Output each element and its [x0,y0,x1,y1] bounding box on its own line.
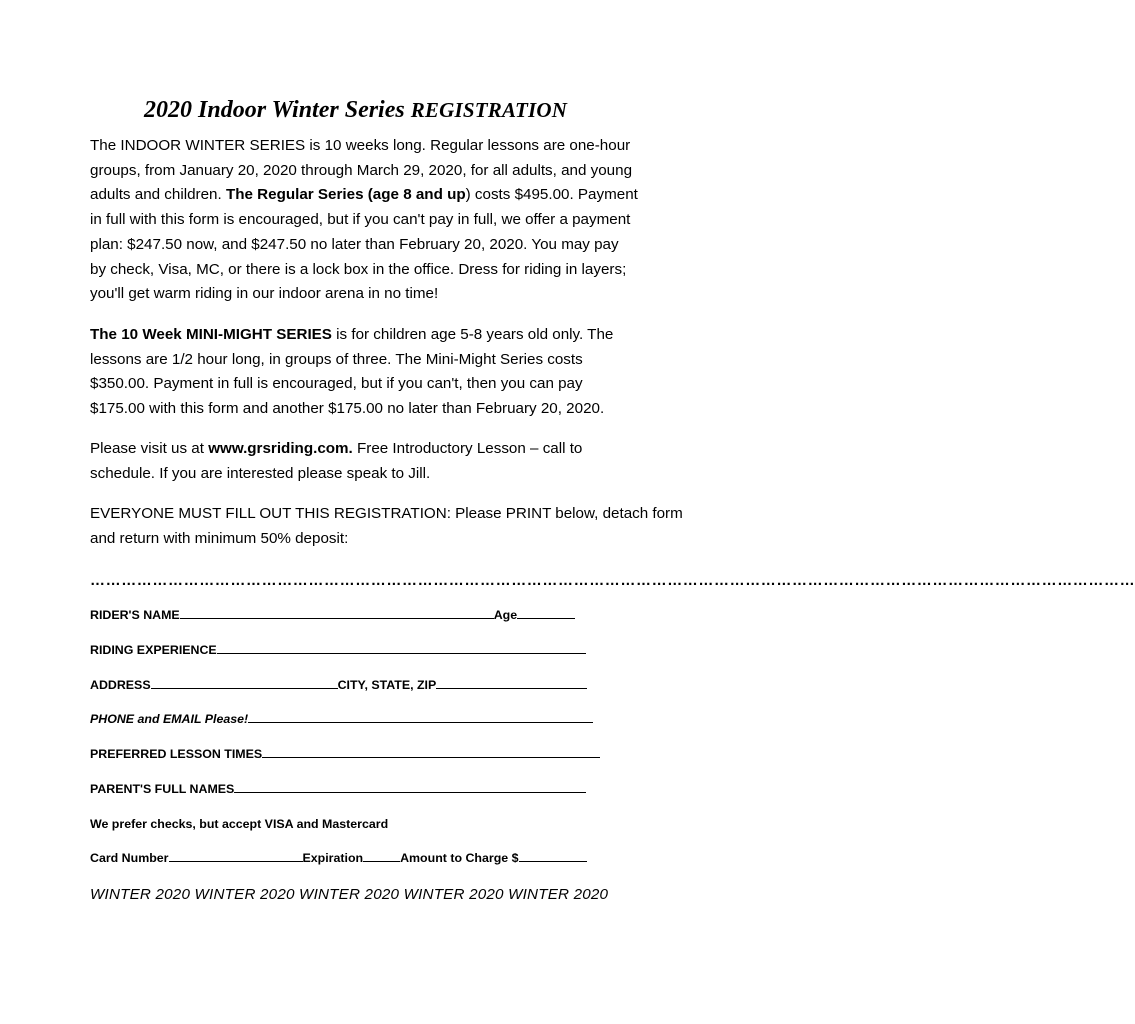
lesson-times-field[interactable] [262,745,600,758]
city-state-zip-label: CITY, STATE, ZIP [337,678,437,692]
intro-text: adults and children. [90,186,226,204]
address-field[interactable] [151,676,338,689]
everyone-line: and return with minimum 50% deposit: [90,529,349,547]
phone-email-row [90,710,593,728]
expiration-field[interactable] [363,849,400,862]
amount-label: Amount to Charge $ [400,851,519,865]
parents-names-label: PARENT'S FULL NAMES [90,782,235,796]
visit-line [90,437,690,462]
riding-experience-row [90,641,586,659]
lesson-times-row [90,745,600,763]
intro-line: you'll get warm riding in our indoor arena in no time! [90,285,439,303]
parents-names-field[interactable] [234,780,586,793]
page-title [144,95,567,125]
age-field[interactable] [517,606,575,619]
rider-name-field[interactable] [180,606,494,619]
intro-line [90,183,690,208]
intro-line: in full with this form is encouraged, but if you can't pay in full, we offer a payment [90,211,631,229]
intro-line: groups, from January 20, 2020 through March 29, 2020, for all adults, and young [90,161,633,179]
mini-line: lessons are 1/2 hour long, in groups of three. The Mini-Might Series costs [90,350,583,368]
intro-paragraph [90,134,690,307]
riding-experience-label: RIDING EXPERIENCE [90,643,217,657]
everyone-line: EVERYONE MUST FILL OUT THIS REGISTRATION: Please PRINT below, detach form [90,505,683,522]
address-row [90,676,587,694]
intro-text: ) costs $495.00. Payment [465,186,638,204]
mini-text: is for children age 5-8 years old only. The [331,326,614,343]
mini-line [90,323,690,348]
riding-experience-field[interactable] [217,641,586,654]
card-number-field[interactable] [169,849,303,862]
address-label: ADDRESS [90,678,151,692]
regular-series-bold: The Regular Series (age 8 and up [225,186,466,204]
mini-might-paragraph [90,323,690,422]
title-caps: REGISTRATION [410,98,568,122]
detach-separator: ………………………………………………………………………………………………………………………………………………………………………………… [90,572,1135,589]
visit-paragraph [90,437,690,486]
everyone-paragraph [90,502,690,551]
lesson-times-label: PREFERRED LESSON TIMES [90,747,263,761]
card-number-label: Card Number [90,851,169,865]
amount-field[interactable] [519,849,587,862]
visit-line: schedule. If you are interested please speak to Jill. [90,464,431,482]
title-main: 2020 Indoor Winter Series [144,97,411,123]
mini-line: $175.00 with this form and another $175.00 no later than February 20, 2020. [90,400,605,418]
expiration-label: Expiration [302,851,364,865]
website-link[interactable]: www.grsriding.com. [208,440,353,457]
phone-email-field[interactable] [248,710,593,723]
mini-line: $350.00. Payment in full is encouraged, but if you can't, then you can pay [90,375,583,393]
intro-line: The INDOOR WINTER SERIES is 10 weeks long. Regular lessons are one-hour [90,137,631,154]
city-state-zip-field[interactable] [436,676,587,689]
intro-line: plan: $247.50 now, and $247.50 no later than February 20, 2020. You may pay [90,235,619,253]
rider-name-label: RIDER'S NAME [90,608,180,622]
intro-line: by check, Visa, MC, or there is a lock box in the office. Dress for riding in layers; [90,260,627,278]
payment-note: We prefer checks, but accept VISA and Mastercard [90,817,389,831]
mini-might-bold: The 10 Week MINI-MIGHT SERIES [90,326,332,343]
rider-name-row [90,606,575,624]
age-label: Age [493,608,518,622]
footer-banner: WINTER 2020 WINTER 2020 WINTER 2020 WINTER 2020 WINTER 2020 [90,886,609,903]
payment-note-row [90,815,388,833]
phone-email-label: PHONE and EMAIL Please! [90,712,249,726]
visit-text: Please visit us at [90,440,209,457]
visit-text: Free Introductory Lesson – call to [352,440,583,457]
card-row [90,849,587,867]
parents-names-row [90,780,586,798]
